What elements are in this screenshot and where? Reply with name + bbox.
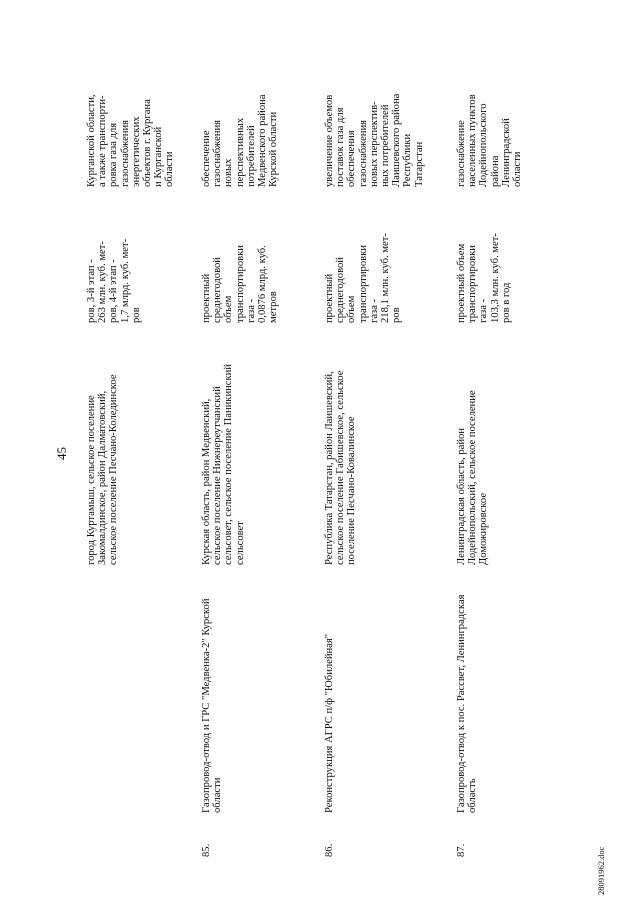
- row-86-name: [324, 569, 335, 813]
- text-line: Лаишевского района: [391, 93, 403, 187]
- text-line: сельское поселение Габишевское, сельское: [335, 370, 347, 565]
- row-86-number: 86.: [324, 843, 335, 857]
- row-0-capacity: [86, 191, 142, 323]
- text-line: поселение Песчано-Ковалинское: [346, 416, 358, 565]
- text-line: ров, 4-й этап -: [108, 259, 120, 323]
- text-line: сельсовет, сельское поселение Паникинский: [223, 364, 235, 565]
- text-line: и Курганской: [153, 126, 165, 187]
- text-line: Медвенского района: [257, 94, 269, 187]
- text-line: энергетических: [130, 116, 142, 187]
- text-line: ров: [391, 307, 403, 323]
- text-line: ных потребителей: [380, 104, 392, 187]
- text-line: объем: [346, 295, 358, 323]
- text-line: Закомалдинское, район Далматовский,: [97, 390, 109, 565]
- row-87-capacity: [456, 191, 512, 323]
- text-line: Реконструкция АГРС п/ф "Юбилейная": [324, 633, 335, 813]
- text-line: Доможировское: [478, 492, 490, 565]
- text-line: Лодейнопольский, сельское поселение: [467, 390, 479, 565]
- row-87-number: 87.: [456, 843, 467, 857]
- text-line: области: [212, 777, 224, 813]
- text-line: газоснабжение: [456, 120, 467, 187]
- text-line: сельское поселение Песчано-Колединское: [108, 374, 120, 565]
- text-line: новых перспектив-: [368, 101, 380, 187]
- text-line: ровка газа для: [108, 122, 120, 187]
- text-line: проектный объем: [456, 243, 467, 323]
- text-line: газа -: [368, 298, 380, 323]
- text-line: увеличение объемов: [324, 94, 335, 187]
- text-line: Республика Татарстан, район Лаишевский,: [324, 371, 335, 565]
- page-number: 45: [54, 447, 69, 460]
- text-line: объем: [223, 295, 235, 323]
- text-line: Ленинградской: [500, 118, 512, 187]
- text-line: 1,7 млрд. куб. мет-: [119, 238, 131, 323]
- text-line: Газопровод-отвод к пос. Рассвет, Ленинградская: [456, 594, 467, 813]
- text-line: района: [489, 155, 501, 187]
- text-line: Газопровод-отвод и ГРС "Медвенка-2" Курской: [201, 598, 212, 813]
- text-line: ров: [130, 307, 142, 323]
- text-line: Курганской области,: [86, 94, 97, 187]
- row-87-location: [456, 325, 490, 565]
- text-line: газоснабжения: [119, 119, 131, 187]
- text-line: области: [512, 151, 524, 187]
- text-line: область: [467, 778, 479, 813]
- text-line: транспортировки: [234, 245, 246, 323]
- text-line: Курской области: [268, 111, 280, 187]
- text-line: обеспечения: [346, 130, 358, 187]
- text-line: ров, 3-й этап -: [86, 259, 97, 323]
- text-line: ров в год: [500, 282, 512, 323]
- text-line: транспортировки: [467, 245, 479, 323]
- text-line: газа -: [478, 298, 490, 323]
- text-line: 103,3 млн. куб. мет-: [489, 233, 501, 323]
- text-line: сельское поселение Нижнереутчанский: [212, 386, 224, 565]
- document-id: 28091962.doc: [596, 846, 606, 895]
- text-line: Татарстан: [413, 141, 425, 187]
- text-line: поставок газа для: [335, 107, 347, 187]
- text-line: газа -: [245, 298, 257, 323]
- text-line: новых: [223, 158, 235, 187]
- row-86-capacity: [324, 191, 402, 323]
- row-86-location: [324, 325, 358, 565]
- text-line: Лодейнопольского: [478, 103, 490, 187]
- row-86-purpose: [324, 17, 425, 187]
- text-line: объектов г. Кургана: [142, 99, 154, 187]
- row-85-location: [201, 325, 246, 565]
- text-line: потребителей: [245, 125, 257, 187]
- text-line: а также транспорти-: [97, 95, 109, 187]
- text-line: 263 млн. куб. мет-: [97, 241, 109, 323]
- text-line: населенных пунктов: [467, 94, 479, 187]
- text-line: город Куртамыш, сельское поселение: [86, 395, 97, 565]
- row-87-name: [456, 569, 478, 813]
- row-85-purpose: [201, 17, 279, 187]
- text-line: Курская область, район Медвенский,: [201, 398, 212, 565]
- row-0-location: [86, 325, 120, 565]
- row-0-purpose: [86, 17, 176, 187]
- row-85-number: 85.: [201, 843, 212, 857]
- text-line: газоснабжения: [357, 119, 369, 187]
- text-line: метров: [268, 291, 280, 323]
- text-line: 0,0876 млрд. куб.: [257, 245, 269, 323]
- row-87-purpose: [456, 17, 523, 187]
- text-line: проектный: [324, 273, 335, 323]
- text-line: проектный: [201, 273, 212, 323]
- text-line: газоснабжения: [212, 119, 224, 187]
- text-line: обеспечение: [201, 130, 212, 187]
- text-line: сельсовет: [234, 521, 246, 565]
- text-line: транспортировки: [357, 245, 369, 323]
- text-line: 218,1 млн. куб. мет-: [380, 233, 392, 323]
- row-85-name: [201, 569, 223, 813]
- text-line: Ленинградская область, район: [456, 428, 467, 565]
- text-line: среднегодовой: [335, 257, 347, 323]
- text-line: среднегодовой: [212, 257, 224, 323]
- text-line: области: [164, 151, 176, 187]
- row-85-capacity: [201, 191, 279, 323]
- text-line: перспективных: [234, 117, 246, 187]
- text-line: Республики: [402, 133, 414, 187]
